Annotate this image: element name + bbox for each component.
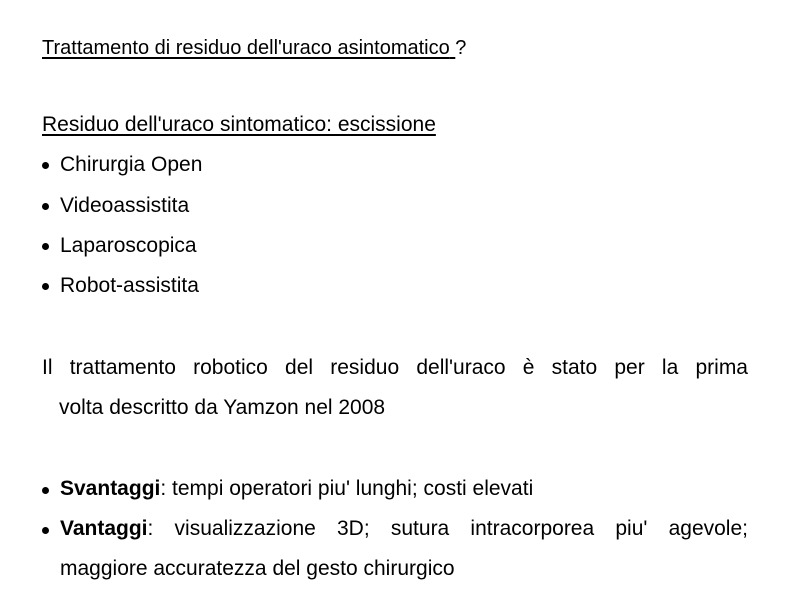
bullet-icon bbox=[42, 162, 49, 169]
section-heading: Residuo dell'uraco sintomatico: escissione bbox=[42, 113, 436, 136]
list-item-robotic: Robot-assistita bbox=[60, 274, 199, 297]
list-item-videoassisted: Videoassistita bbox=[60, 194, 190, 217]
list-item-open: Chirurgia Open bbox=[60, 153, 203, 176]
paragraph-line-1: Il trattamento robotico del residuo dell'uraco è stato per la prima bbox=[42, 356, 748, 379]
cons-item bbox=[60, 477, 533, 501]
slide-title bbox=[42, 36, 466, 60]
bullet-icon bbox=[42, 527, 49, 534]
bullet-icon bbox=[42, 243, 49, 250]
slide-title-suffix: ? bbox=[455, 37, 467, 59]
bullet-icon bbox=[42, 203, 49, 210]
cons-text: : tempi operatori piu' lunghi; costi elevati bbox=[160, 477, 534, 500]
cons-label: Svantaggi bbox=[60, 477, 161, 500]
paragraph-line-2: volta descritto da Yamzon nel 2008 bbox=[59, 396, 386, 419]
bullet-icon bbox=[42, 283, 49, 290]
pros-item bbox=[60, 517, 748, 541]
list-item-laparoscopic: Laparoscopica bbox=[60, 234, 197, 257]
bullet-icon bbox=[42, 487, 49, 494]
pros-label: Vantaggi bbox=[60, 517, 148, 540]
slide-title-text: Trattamento di residuo dell'uraco asintomatico bbox=[42, 37, 450, 59]
pros-text-line2: maggiore accuratezza del gesto chirurgico bbox=[60, 557, 455, 580]
pros-text-line1: : visualizzazione 3D; sutura intracorporea piu' agevole; bbox=[147, 517, 748, 540]
